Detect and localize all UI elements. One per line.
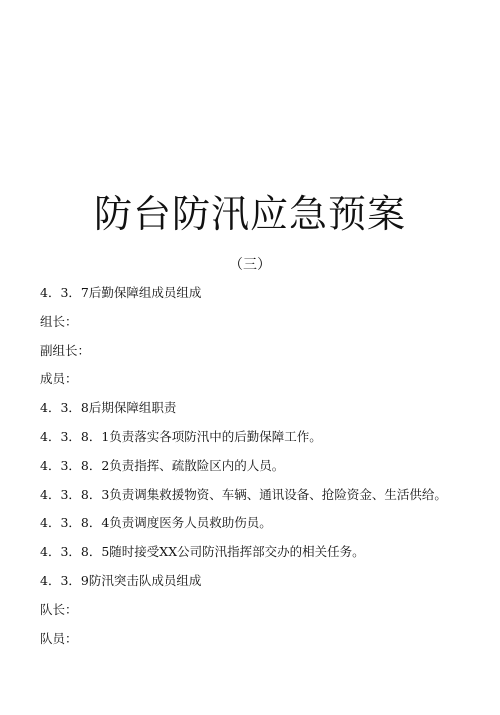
body-line: 队员： (40, 630, 78, 646)
body-line: 4．3．9防汛突击队成员组成 (40, 572, 202, 588)
body-line: 组长： (40, 313, 78, 329)
document-subtitle: （三） (229, 257, 271, 273)
body-line: 4．3．8．5随时接受XX公司防汛指挥部交办的相关任务。 (40, 544, 365, 560)
document-body (40, 283, 490, 657)
body-line: 4．3．8．4负责调度医务人员救助伤员。 (40, 515, 272, 531)
body-line: 副组长： (40, 342, 91, 358)
body-line: 成员： (40, 371, 78, 387)
body-line: 4．3．8．1负责落实各项防汛中的后勤保障工作。 (40, 428, 322, 444)
body-line: 4．3．8后期保障组职责 (40, 400, 177, 416)
body-line: 4．3．8．2负责指挥、疏散险区内的人员。 (40, 457, 285, 473)
body-line: 4．3．8．3负责调集救援物资、车辆、通讯设备、抢险资金、生活供给。 (40, 486, 447, 502)
body-line: 队长： (40, 601, 78, 617)
document-title: 防台防汛应急预案 (93, 192, 406, 236)
body-line: 4．3．7后勤保障组成员组成 (40, 285, 202, 300)
